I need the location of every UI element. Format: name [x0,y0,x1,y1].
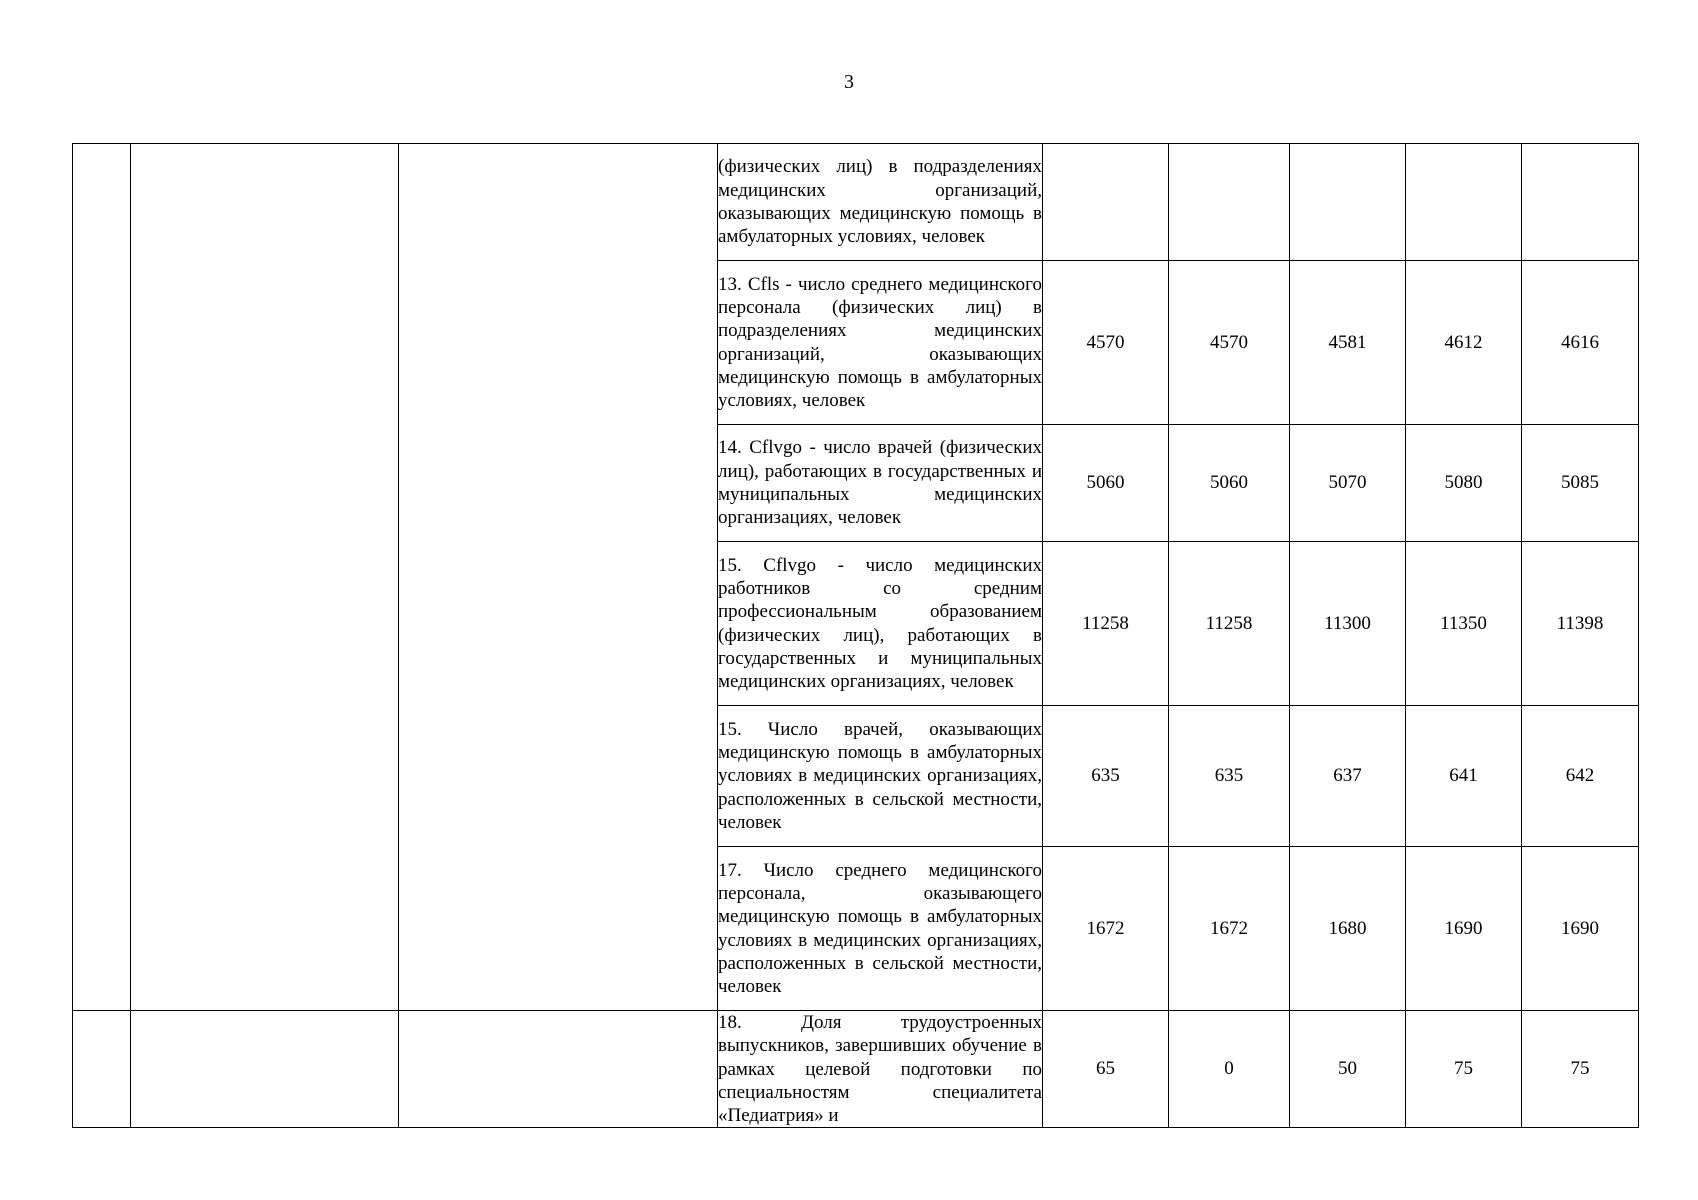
value-cell: 11300 [1290,542,1406,706]
value-cell [1522,144,1639,261]
value-cell: 642 [1522,706,1639,847]
value-cell [1169,144,1290,261]
value-cell: 4616 [1522,261,1639,425]
value-cell: 641 [1406,706,1522,847]
indicator-cell: 18. Доля трудоустроенных выпускников, завершивших обучение в рамках целевой подготовки по специальностям специалитета «Педиатрия» и [718,1012,1042,1127]
value-cell: 1680 [1290,847,1406,1011]
value-cell: 11258 [1169,542,1290,706]
table-row [73,1011,1639,1128]
page-number: 3 [844,71,854,93]
value-cell: 5060 [1043,425,1169,542]
value-cell: 5060 [1169,425,1290,542]
value-cell: 4570 [1043,261,1169,425]
value-cell: 4612 [1406,261,1522,425]
value-cell: 1672 [1169,847,1290,1011]
indicator-cell: (физических лиц) в подразделениях медицинских организаций, оказывающих медицинскую помощь в амбулаторных условиях, человек [718,144,1043,261]
value-cell: 5080 [1406,425,1522,542]
group-2-measure-cell [399,1011,718,1128]
group-2-name-cell [131,1011,399,1128]
indicator-cell: 17. Число среднего медицинского персонала, оказывающего медицинскую помощь в амбулаторных условиях в медицинских организациях, расположенных в сельской местности, человек [718,847,1043,1011]
value-cell: 65 [1043,1011,1169,1128]
indicator-cell: 15. Число врачей, оказывающих медицинскую помощь в амбулаторных условиях в медицинских организациях, расположенных в сельской местности, человек [718,706,1043,847]
indicators-table [72,143,1639,1128]
value-cell [1406,144,1522,261]
value-cell: 5085 [1522,425,1639,542]
table-row [73,144,1639,261]
value-cell: 637 [1290,706,1406,847]
value-cell: 75 [1522,1011,1639,1128]
value-cell: 4581 [1290,261,1406,425]
indicator-cell: 14. Cflvgo - число врачей (физических лиц), работающих в государственных и муниципальных медицинских организациях, человек [718,425,1043,542]
group-1-measure-cell [399,144,718,1011]
value-cell: 635 [1043,706,1169,847]
value-cell: 50 [1290,1011,1406,1128]
value-cell: 635 [1169,706,1290,847]
value-cell: 4570 [1169,261,1290,425]
value-cell: 5070 [1290,425,1406,542]
indicator-cell: 13. Cfls - число среднего медицинского персонала (физических лиц) в подразделениях медицинских организаций, оказывающих медицинскую помощь в амбулаторных условиях, человек [718,261,1043,425]
group-2-number-cell [73,1011,131,1128]
value-cell: 1690 [1406,847,1522,1011]
group-1-number-cell [73,144,131,1011]
value-cell: 75 [1406,1011,1522,1128]
group-1-name-cell [131,144,399,1011]
value-cell: 1690 [1522,847,1639,1011]
value-cell: 11258 [1043,542,1169,706]
value-cell [1043,144,1169,261]
value-cell: 11398 [1522,542,1639,706]
indicator-cell: 15. Cflvgo - число медицинских работников со средним профессиональным образованием (физических лиц), работающих в государственных и муниципальных медицинских организациях, человек [718,542,1043,706]
value-cell [1290,144,1406,261]
value-cell: 1672 [1043,847,1169,1011]
value-cell: 0 [1169,1011,1290,1128]
value-cell: 11350 [1406,542,1522,706]
